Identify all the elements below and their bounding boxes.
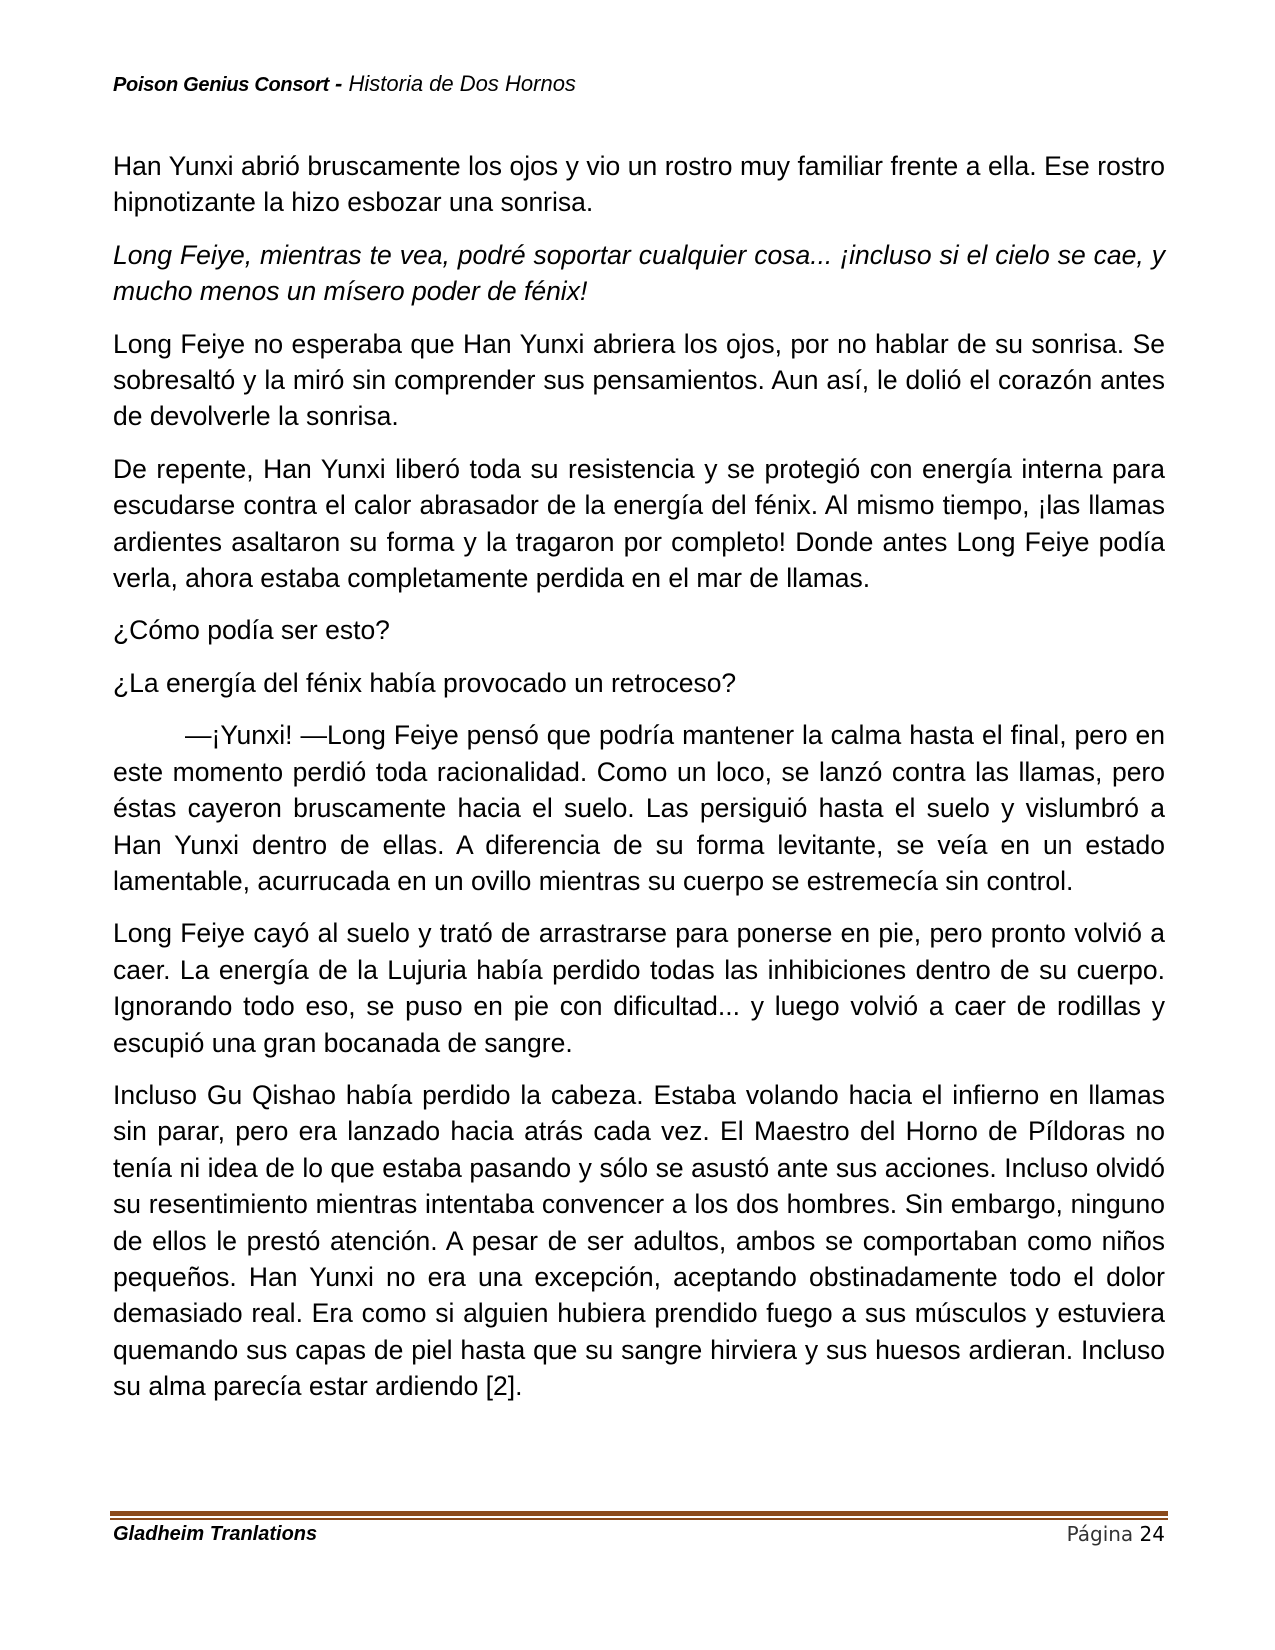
paragraph: Han Yunxi abrió bruscamente los ojos y vio un rostro muy familiar frente a ella. Ese rostro hipnotizante la hizo esbozar una sonrisa. — [113, 151, 1165, 218]
page-number — [1067, 1522, 1165, 1546]
footer-rule — [110, 1511, 1168, 1520]
paragraph: Incluso Gu Qishao había perdido la cabeza. Estaba volando hacia el infierno en llamas sin parar, pero era lanzado hacia atrás cada vez. El Maestro del Horno de Píldoras no tenía ni idea de lo que estaba pasando y sólo se asustó ante sus acciones. Incluso olvidó su resentimiento mientras intentaba convencer a los dos hombres. Sin embargo, ninguno de ellos le prestó atención. A pesar de ser adultos, ambos se comportaban como niños pequeños. Han Yunxi no era una excepción, aceptando obstinadamente todo el dolor demasiado real. Era como si alguien hubiera prendido fuego a sus músculos y estuviera quemando sus capas de piel hasta que su sangre hirviera y sus huesos ardieran. Incluso su alma parecía estar ardiendo [2]. — [113, 1079, 1165, 1402]
paragraph: ¿Cómo podía ser esto? — [113, 615, 390, 646]
paragraph-dialogue: —¡Yunxi! —Long Feiye pensó que podría mantener la calma hasta el final, pero en este momento perdió toda racionalidad. Como un loco, se lanzó contra las llamas, pero éstas cayeron bruscamente hacia el suelo. Las persiguió hasta el suelo y vislumbró a Han Yunxi dentro de ellas. A diferencia de su forma levitante, se veía en un estado lamentable, acurrucada en un ovillo mientras su cuerpo se estremecía sin control. — [113, 720, 1165, 896]
footer-rule-thin — [110, 1518, 1168, 1520]
series-title: Poison Genius Consort — [113, 74, 329, 96]
paragraph: Long Feiye no esperaba que Han Yunxi abriera los ojos, por no hablar de su sonrisa. Se sobresaltó y la miró sin comprender sus pensamientos. Aun así, le dolió el corazón antes de devolverle la sonrisa. — [113, 328, 1165, 432]
paragraph: De repente, Han Yunxi liberó toda su resistencia y se protegió con energía interna para escudarse contra el calor abrasador de la energía del fénix. Al mismo tiempo, ¡las llamas ardientes asaltaron su forma y la tragaron por completo! Donde antes Long Feiye podía verla, ahora estaba completamente perdida en el mar de llamas. — [113, 453, 1165, 594]
paragraph: ¿La energía del fénix había provocado un retroceso? — [113, 667, 737, 698]
header-separator: - — [328, 71, 349, 96]
footer-rule-thick — [110, 1511, 1168, 1516]
chapter-title: Historia de Dos Hornos — [348, 71, 576, 96]
paragraph: Long Feiye cayó al suelo y trató de arrastrarse para ponerse en pie, pero pronto volvió a caer. La energía de la Lujuria había perdido todas las inhibiciones dentro de su cuerpo. Ignorando todo eso, se puso en pie con dificultad... y luego volvió a caer de rodillas y escupió una gran bocanada de sangre. — [113, 918, 1165, 1058]
body-text — [113, 148, 1165, 1421]
running-header — [113, 71, 576, 97]
footer-credit: Gladheim Tranlations — [113, 1523, 318, 1545]
page-number-value: 24 — [1139, 1522, 1165, 1546]
paragraph-italic-thought: Long Feiye, mientras te vea, podré soportar cualquier cosa... ¡incluso si el cielo se cae, y mucho menos un mísero poder de fénix! — [113, 239, 1165, 307]
page-label: Página — [1066, 1522, 1134, 1546]
